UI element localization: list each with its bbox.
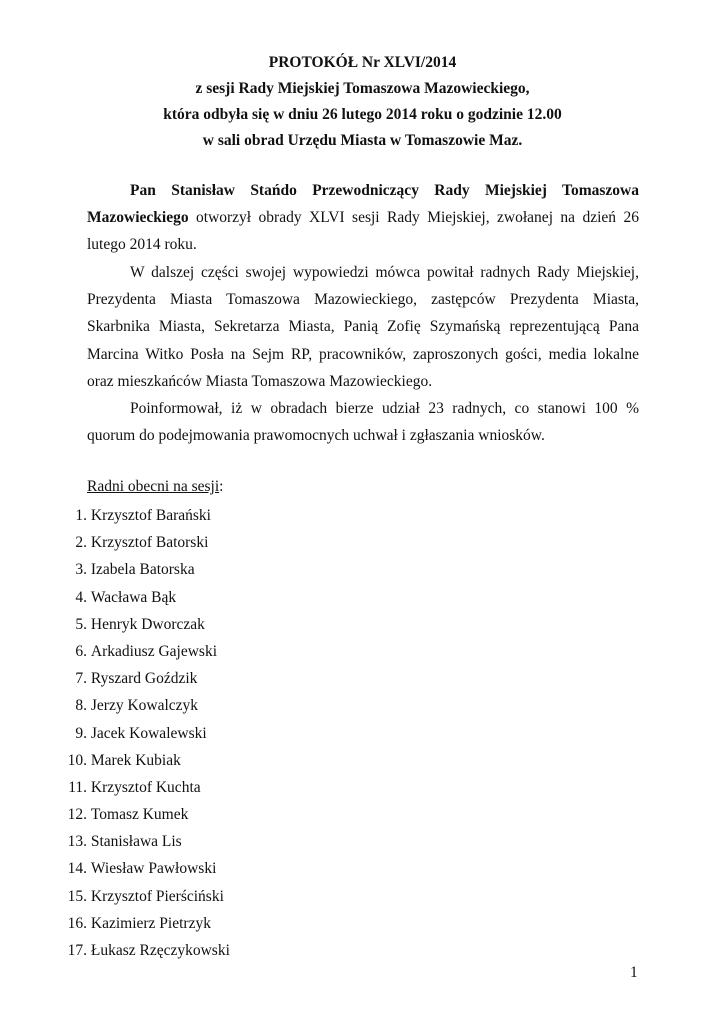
attendance-heading-colon: : <box>219 478 224 495</box>
list-item-number: 12. <box>67 806 87 824</box>
attendance-heading <box>87 476 223 498</box>
member-name: Marek Kubiak <box>90 751 181 769</box>
attendance-heading-label: Radni obecni na sesji <box>87 478 220 495</box>
list-item <box>55 611 230 638</box>
list-item-number: 13. <box>67 833 87 851</box>
list-item-number: 9. <box>75 724 87 742</box>
list-item-number: 7. <box>75 670 87 688</box>
list-item-number: 16. <box>67 914 87 932</box>
member-name: Krzysztof Kuchta <box>90 778 201 796</box>
member-name: Jerzy Kowalczyk <box>90 697 199 715</box>
list-item <box>55 937 230 964</box>
member-name: Arkadiusz Gajewski <box>90 642 217 660</box>
member-name: Krzysztof Barański <box>90 507 211 524</box>
attendance-list <box>55 502 230 964</box>
list-item <box>55 855 230 882</box>
member-name: Wiesław Pawłowski <box>90 860 217 878</box>
list-item-number: 4. <box>75 588 87 606</box>
list-item <box>55 556 230 583</box>
page-number: 1 <box>630 964 638 981</box>
list-item <box>55 502 230 529</box>
chairman-name: Pan Stanisław Stańdo Przewodniczący Rady Miejskiej Tomaszowa Mazowieckiego <box>87 182 639 227</box>
list-item <box>55 774 230 801</box>
member-name: Ryszard Goździk <box>90 670 198 688</box>
list-item-number: 11. <box>68 778 87 796</box>
title-line-session: z sesji Rady Miejskiej Tomaszowa Mazowieckiego, <box>195 80 530 97</box>
list-item <box>55 584 230 611</box>
member-name: Stanisława Lis <box>90 833 182 851</box>
list-item <box>55 801 230 828</box>
list-item-number: 3. <box>75 561 87 579</box>
list-item <box>55 910 230 937</box>
list-item-number: 2. <box>75 534 87 552</box>
title-line-venue: w sali obrad Urzędu Miasta w Tomaszowie Maz. <box>202 132 523 149</box>
list-item-number: 10. <box>67 751 87 769</box>
title-line-protocol-number: PROTOKÓŁ Nr XLVI/2014 <box>268 54 457 71</box>
member-name: Tomasz Kumek <box>90 806 189 824</box>
member-name: Krzysztof Pierściński <box>90 887 224 905</box>
list-item <box>55 692 230 719</box>
list-item-number: 6. <box>75 642 87 660</box>
member-name: Izabela Batorska <box>90 561 195 579</box>
opening-paragraph <box>87 177 639 259</box>
greeting-paragraph: W dalszej części swojej wypowiedzi mówca powitał radnych Rady Miejskiej, Prezydenta Miasta Tomaszowa Mazowieckiego, zastępców Prezydenta Miasta, Skarbnika Miasta, Sekretarza Miasta, Panią Zofię Szymańską reprezentującą Pana Marcina Witko Posła na Sejm RP, pracowników, zaproszonych gości, media lokalne oraz mieszkańców Miasta Tomaszowa Mazowieckiego. <box>87 264 639 390</box>
list-item-number: 1. <box>75 507 87 524</box>
list-item-number: 5. <box>75 615 87 633</box>
list-item-number: 14. <box>67 860 87 878</box>
list-item <box>55 720 230 747</box>
member-name: Jacek Kowalewski <box>90 724 207 742</box>
list-item-number: 8. <box>75 697 87 715</box>
quorum-paragraph: Poinformował, iż w obradach bierze udział 23 radnych, co stanowi 100 % quorum do podejmowania prawomocnych uchwał i zgłaszania wniosków. <box>87 400 639 445</box>
list-item <box>55 883 230 910</box>
list-item-number: 17. <box>67 942 87 959</box>
title-line-date-time: która odbyła się w dniu 26 lutego 2014 roku o godzinie 12.00 <box>163 106 562 123</box>
member-name: Wacława Bąk <box>90 588 177 606</box>
member-name: Kazimierz Pietrzyk <box>90 914 211 932</box>
list-item <box>55 529 230 556</box>
document-title <box>0 50 725 154</box>
list-item <box>55 747 230 774</box>
list-item <box>55 665 230 692</box>
member-name: Łukasz Rzęczykowski <box>90 942 230 959</box>
list-item <box>55 828 230 855</box>
opening-paragraph-text: otworzył obrady XLVI sesji Rady Miejskiej, zwołanej na dzień 26 lutego 2014 roku. <box>87 209 639 254</box>
member-name: Krzysztof Batorski <box>90 534 209 552</box>
member-name: Henryk Dworczak <box>90 615 205 633</box>
list-item-number: 15. <box>67 887 87 905</box>
list-item <box>55 638 230 665</box>
